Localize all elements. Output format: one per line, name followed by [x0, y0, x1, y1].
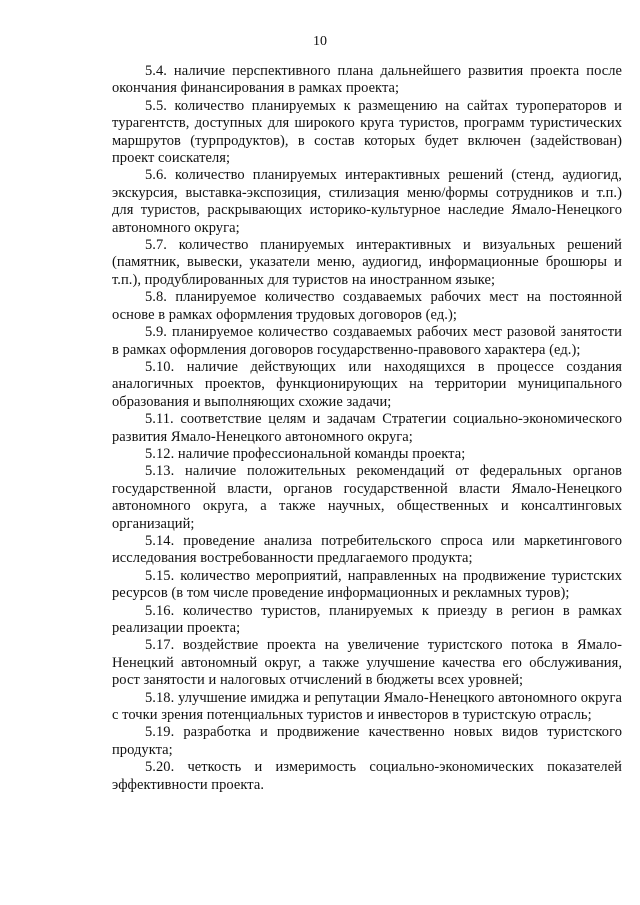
- criteria-item-5-17: 5.17. воздействие проекта на увеличение туристского потока в Ямало-Ненецкий автономный округ, а также улучшение качества его обслуживания, рост занятости и налоговых отчислений в бюджеты всех уровней;: [112, 637, 622, 689]
- criteria-item-5-12: 5.12. наличие профессиональной команды проекта;: [145, 445, 466, 462]
- criteria-item-5-9: 5.9. планируемое количество создаваемых рабочих мест разовой занятости в рамках оформления договоров государственно-правового характера (ед.);: [112, 324, 622, 358]
- criteria-item-5-16: 5.16. количество туристов, планируемых к приезду в регион в рамках реализации проекта;: [112, 602, 622, 636]
- criteria-item-5-7: 5.7. количество планируемых интерактивных и визуальных решений (памятник, вывески, указатели меню, аудиогид, информационные брошюры и т.п.), продублированных для туристов на иностранном языке;: [112, 237, 622, 288]
- criteria-item-5-5: 5.5. количество планируемых к размещению на сайтах туроператоров и турагентств, доступных для широкого круга туристов, программ туристических маршрутов (турпродуктов), в состав которых будет включен (задействован) проект соискателя;: [112, 97, 622, 167]
- criteria-item-5-6: 5.6. количество планируемых интерактивных решений (стенд, аудиогид, экскурсия, выставка-экспозиция, стилизация меню/формы сотрудников и т.п.) для туристов, раскрывающих историко-культурное наследие Ямало-Ненецкого автономного округа;: [112, 167, 622, 236]
- criteria-item-5-10: 5.10. наличие действующих или находящихся в процессе создания аналогичных проектов, функционирующих на территории муниципального образования и выполняющих схожие задачи;: [112, 358, 622, 410]
- criteria-item-5-20: 5.20. четкость и измеримость социально-экономических показателей эффективности проекта.: [112, 759, 622, 793]
- criteria-item-5-4: 5.4. наличие перспективного плана дальнейшего развития проекта после окончания финансирования в рамках проекта;: [112, 63, 622, 97]
- criteria-item-5-19: 5.19. разработка и продвижение качественно новых видов туристского продукта;: [112, 724, 622, 758]
- page-number: 10: [313, 34, 327, 49]
- criteria-item-5-13: 5.13. наличие положительных рекомендаций от федеральных органов государственной власти, органов государственной власти Ямало-Ненецкого автономного округа, а также научных, общественных и консалтинговых организаций;: [112, 463, 622, 532]
- criteria-item-5-8: 5.8. планируемое количество создаваемых рабочих мест на постоянной основе в рамках оформления трудовых договоров (ед.);: [112, 289, 622, 323]
- criteria-item-5-11: 5.11. соответствие целям и задачам Стратегии социально-экономического развития Ямало-Ненецкого автономного округа;: [112, 411, 622, 445]
- criteria-item-5-14: 5.14. проведение анализа потребительского спроса или маркетингового исследования востребованности предлагаемого продукта;: [112, 532, 622, 567]
- criteria-item-5-15: 5.15. количество мероприятий, направленных на продвижение туристских ресурсов (в том числе проведение информационных и рекламных туров);: [112, 567, 622, 602]
- criteria-item-5-18: 5.18. улучшение имиджа и репутации Ямало-Ненецкого автономного округа с точки зрения потенциальных туристов и инвесторов в туристскую отрасль;: [112, 689, 622, 724]
- criteria-list: [112, 63, 622, 794]
